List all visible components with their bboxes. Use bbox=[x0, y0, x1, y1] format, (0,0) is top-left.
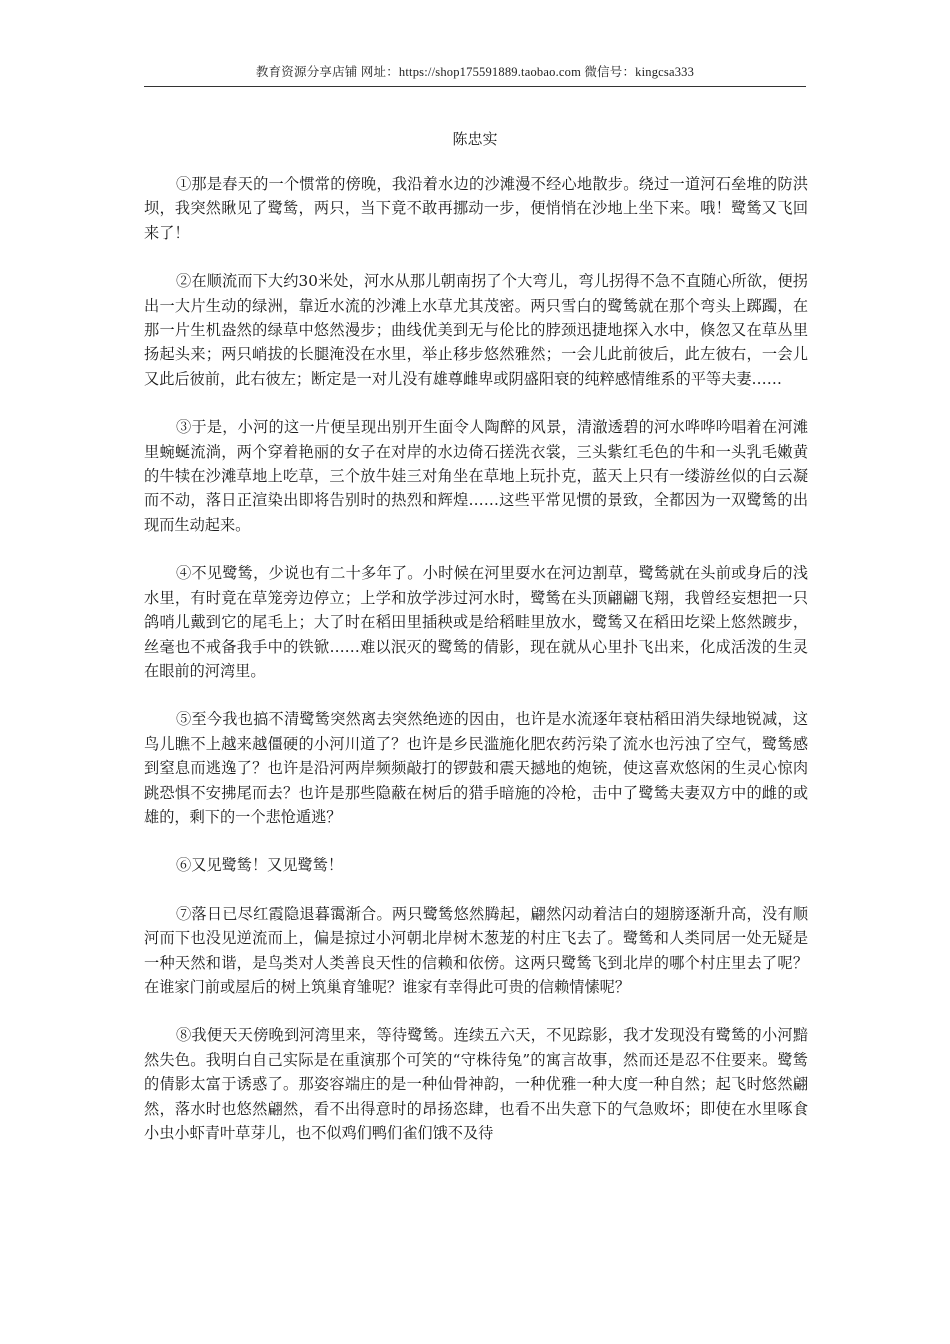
paragraph-2: ②在顺流而下大约30米处，河水从那儿朝南拐了个大弯儿，弯儿拐得不急不直随心所欲，便拐出一大片生动的绿洲，靠近水流的沙滩上水草尤其茂密。两只雪白的鹭鸶就在那个弯头上踯躅，在那一片生机盎然的绿草中悠然漫步；曲线优美到无与伦比的脖颈迅捷地探入水中，倏忽又在草丛里扬起头来；两只峭拔的长腿淹没在水里，举止移步悠然雅然；一会儿此前彼后，此左彼右，一会儿又此后彼前，此右彼左；断定是一对儿没有雄尊雌卑或阴盛阳衰的纯粹感情维系的平等夫妻…… bbox=[144, 272, 808, 388]
paragraph-8: ⑧我便天天傍晚到河湾里来，等待鹭鸶。连续五六天，不见踪影，我才发现没有鹭鸶的小河黯然失色。我明白自己实际是在重演那个可笑的“守株待兔”的寓言故事，然而还是忍不住要来。鹭鸶的倩影太富于诱惑了。那姿容端庄的是一种仙骨神韵，一种优雅一种大度一种自然；起飞时悠然翩然，落水时也悠然翩然，看不出得意时的昂扬恣肆，也看不出失意下的气急败坏；即使在水里啄食小虫小虾青叶草芽儿，也不似鸡们鸭们雀们饿不及待 bbox=[144, 1026, 808, 1142]
article-body bbox=[144, 172, 808, 1169]
paragraph-4: ④不见鹭鸶，少说也有二十多年了。小时候在河里耍水在河边割草，鹭鸶就在头前或身后的浅水里，有时竟在草笼旁边停立；上学和放学涉过河水时，鹭鸶在头顶翩翩飞翔，我曾经妄想把一只鸽哨儿戴到它的尾毛上；大了时在稻田里插秧或是给稻畦里放水，鹭鸶又在稻田圪梁上悠然踱步，丝毫也不戒备我手中的铁锨……难以泯灭的鹭鸶的倩影，现在就从心里扑飞出来，化成活泼的生灵在眼前的河湾里。 bbox=[144, 564, 808, 680]
paragraph-5: ⑤至今我也搞不清鹭鸶突然离去突然绝迹的因由，也许是水流逐年衰枯稻田消失绿地锐减，这鸟儿瞧不上越来越僵硬的小河川道了？也许是乡民滥施化肥农药污染了流水也污浊了空气，鹭鸶感到窒息而逃逸了？也许是沿河两岸频频敲打的锣鼓和震天撼地的炮铳，使这喜欢悠闲的生灵心惊肉跳恐惧不安拂尾而去？也许是那些隐蔽在树后的猎手暗施的冷枪，击中了鹭鸶夫妻双方中的雌的或雄的，剩下的一个悲怆遁逃？ bbox=[144, 710, 808, 826]
article-author: 陈忠实 bbox=[452, 130, 498, 148]
header-divider bbox=[144, 86, 806, 87]
paragraph-3: ③于是，小河的这一片便呈现出别开生面令人陶醉的风景，清澈透碧的河水哗哗吟唱着在河滩里蜿蜒流淌，两个穿着艳丽的女子在对岸的水边倚石搓洗衣裳，三头紫红毛色的牛和一头乳毛嫩黄的牛犊在沙滩草地上吃草，三个放牛娃三对角坐在草地上玩扑克，蓝天上只有一缕游丝似的白云凝而不动，落日正渲染出即将告别时的热烈和辉煌……这些平常见惯的景致，全都因为一双鹭鸶的出现而生动起来。 bbox=[144, 418, 808, 534]
paragraph-6: ⑥又见鹭鸶！又见鹭鸶！ bbox=[176, 856, 344, 875]
paragraph-1: ①那是春天的一个惯常的傍晚，我沿着水边的沙滩漫不经心地散步。绕过一道河石垒堆的防洪坝，我突然瞅见了鹭鸶，两只，当下竟不敢再挪动一步，便悄悄在沙地上坐下来。哦！鹭鸶又飞回来了！ bbox=[144, 175, 808, 242]
paragraph-7: ⑦落日已尽红霞隐退暮霭渐合。两只鹭鸶悠然腾起，翩然闪动着洁白的翅膀逐渐升高，没有顺河而下也没见逆流而上，偏是掠过小河朝北岸树木葱茏的村庄飞去了。鹭鸶和人类同居一处无疑是一种天然和谐，是鸟类对人类善良天性的信赖和依傍。这两只鹭鸶飞到北岸的哪个村庄里去了呢？在谁家门前或屋后的树上筑巢育雏呢？谁家有幸得此可贵的信赖情愫呢？ bbox=[144, 904, 808, 996]
page-header: 教育资源分享店铺 网址：https://shop175591889.taobao.com 微信号：kingcsa333 bbox=[255, 65, 695, 79]
